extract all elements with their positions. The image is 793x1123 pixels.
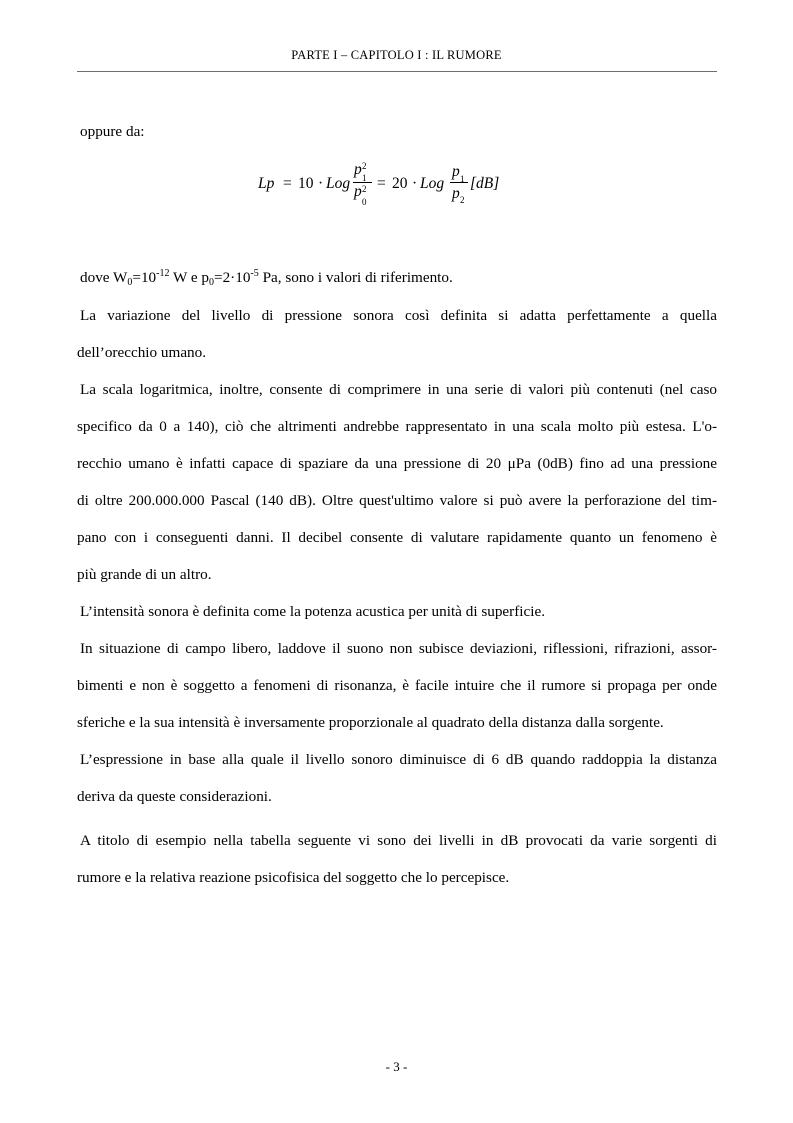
formula-log1: Log [326, 175, 351, 192]
formula-eq1: = [283, 175, 292, 192]
formula-num1: p [354, 161, 362, 178]
formula-eq2: = [377, 175, 386, 192]
formula-den2: p [452, 185, 460, 202]
header-rule [77, 71, 717, 72]
formula-num1-sub: 1 [362, 173, 367, 183]
page-number: - 3 - [385, 1059, 408, 1074]
paragraph-2-line-2: specifico da 0 a 140), ciò che altrimenti andrebbe rappresentato in una scala molto più estesa. L'o- [77, 418, 717, 435]
paragraph-2-line-4: di oltre 200.000.000 Pascal (140 dB). Oltre quest'ultimo valore si può avere la perforazione del tim- [77, 492, 717, 509]
formula-den1-sup: 2 [362, 184, 367, 194]
formula-coef2: 20 [392, 175, 408, 192]
paragraph-4-line-2: bimenti e non è soggetto a fenomeni di risonanza, è facile intuire che il rumore si propaga per onde [77, 677, 717, 694]
formula-den2-sub: 2 [460, 195, 465, 205]
paragraph-2-line-5: pano con i conseguenti danni. Il decibel consente di valutare rapidamente quanto un fenomeno è [77, 529, 717, 546]
reference-values-line: dove $W_0=10^{-12}$ W e $p_0=2\cdot 10^{-5}$ Pa, sono i valori di riferimento. [80, 268, 453, 288]
paragraph-3-line-1: L’intensità sonora è definita come la potenza acustica per unità di superficie. [80, 603, 546, 620]
intro-text: oppure da: [80, 123, 145, 140]
formula-den1-sub: 0 [362, 197, 367, 207]
formula-lhs: Lp [258, 175, 275, 192]
formula-coef1: 10 [298, 175, 314, 192]
paragraph-2-line-3: recchio umano è infatti capace di spaziare da una pressione di 20 μPa (0dB) fino ad una pressione [77, 455, 717, 472]
formula-num2-sub: 1 [460, 174, 465, 184]
paragraph-6-line-2: rumore e la relativa reazione psicofisica del soggetto che lo percepisce. [77, 869, 510, 886]
sound-pressure-formula [258, 158, 518, 214]
paragraph-4-line-1: In situazione di campo libero, laddove il suono non subisce deviazioni, riflessioni, rifrazioni, assor- [80, 640, 717, 657]
paragraph-4-line-3: sferiche e la sua intensità è inversamente proporzionale al quadrato della distanza dalla sorgente. [77, 714, 664, 731]
formula-num1-sup: 2 [362, 161, 367, 171]
formula-unit: [dB] [470, 175, 500, 192]
paragraph-1-line-1: La variazione del livello di pressione sonora così definita si adatta perfettamente a quella [80, 307, 717, 324]
paragraph-2-line-6: più grande di un altro. [77, 566, 212, 583]
formula-den1: p [354, 183, 362, 200]
formula-dot1: · [318, 175, 324, 192]
paragraph-6-line-1: A titolo di esempio nella tabella seguente vi sono dei livelli in dB provocati da varie sorgenti di [80, 832, 717, 849]
paragraph-5-line-1: L’espressione in base alla quale il livello sonoro diminuisce di 6 dB quando raddoppia la distanza [80, 751, 717, 768]
paragraph-5-line-2: deriva da queste considerazioni. [77, 788, 272, 805]
paragraph-1-line-2: dell’orecchio umano. [77, 344, 207, 361]
fraction-bar-2 [450, 182, 468, 183]
paragraph-2-line-1: La scala logaritmica, inoltre, consente di comprimere in una serie di valori più contenuti (nel caso [80, 381, 717, 398]
formula-num2: p [452, 163, 460, 180]
formula-dot2: · [412, 175, 418, 192]
formula-log2: Log [420, 175, 445, 192]
page-header: PARTE I – CAPITOLO I : IL RUMORE [291, 48, 502, 62]
